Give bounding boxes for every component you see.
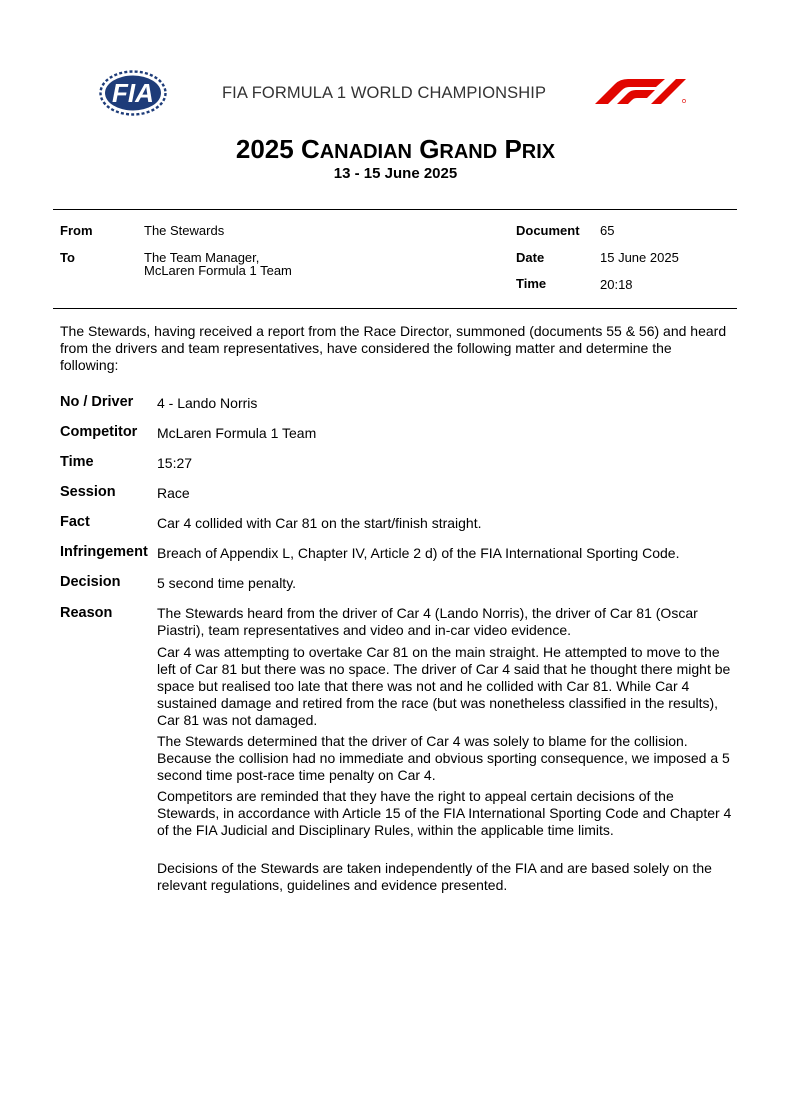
event-title: 2025 CANADIAN GRAND PRIX xyxy=(235,134,556,164)
event-dates: 13 - 15 June 2025 xyxy=(333,165,458,182)
f1-logo xyxy=(593,78,689,105)
reason-paragraph: Decisions of the Stewards are taken independently of the FIA and are based solely on the relevant regulations, guidelines and evidence presented. xyxy=(157,860,712,893)
fact-value: Car 4 collided with Car 81 on the start/finish straight. xyxy=(157,515,482,531)
fia-logo xyxy=(99,70,167,116)
infringement-label: Infringement xyxy=(60,544,148,560)
time-value: 20:18 xyxy=(600,277,633,292)
bottom-divider xyxy=(53,308,737,309)
competitor-label: Competitor xyxy=(60,424,138,440)
fact-label: Fact xyxy=(60,514,90,530)
date-value: 15 June 2025 xyxy=(600,250,679,265)
reason-paragraph: Car 4 was attempting to overtake Car 81 on the main straight. He attempted to move to the left of Car 81 but there was no space. The driver of Car 4 said that he thought there might be space but realised too late that there was not and he collided with Car 81. While Car 4 sustained damage and retired from the race (but was nonetheless classified in the results), Car 81 was not damaged. xyxy=(157,644,731,728)
reason-paragraph: The Stewards determined that the driver of Car 4 was solely to blame for the collision. Because the collision had no immediate and obvious sporting consequence, we imposed a 5 second time post-race time penalty on Car 4. xyxy=(157,733,730,783)
championship-title: FIA FORMULA 1 WORLD CHAMPIONSHIP xyxy=(222,84,547,102)
to-value-line1: The Team Manager, xyxy=(144,250,260,265)
to-value-line2: McLaren Formula 1 Team xyxy=(144,263,292,278)
time-label: Time xyxy=(516,276,547,291)
from-value: The Stewards xyxy=(144,223,225,238)
decision-value: 5 second time penalty. xyxy=(157,575,297,591)
date-label: Date xyxy=(516,250,545,265)
session-value: Race xyxy=(157,485,190,501)
reason-paragraph: The Stewards heard from the driver of Car 4 (Lando Norris), the driver of Car 81 (Oscar Piastri), team representatives and video and in-car video evidence. xyxy=(157,605,698,638)
to-label: To xyxy=(60,250,75,265)
document-label: Document xyxy=(516,223,580,238)
reason-label: Reason xyxy=(60,605,113,621)
infringement-value: Breach of Appendix L, Chapter IV, Article 2 d) of the FIA International Sporting Code. xyxy=(157,545,680,561)
driver-label: No / Driver xyxy=(60,394,134,410)
incident-time-label: Time xyxy=(60,454,94,470)
from-label: From xyxy=(60,223,93,238)
session-label: Session xyxy=(60,484,116,500)
decision-label: Decision xyxy=(60,574,121,590)
intro-paragraph: The Stewards, having received a report from the Race Director, summoned (documents 55 & 56) and heard from the drivers and team representatives, have considered the following matter and determine the following: xyxy=(60,323,727,373)
top-divider xyxy=(53,209,737,210)
competitor-value: McLaren Formula 1 Team xyxy=(157,425,317,441)
reason-paragraph: Competitors are reminded that they have the right to appeal certain decisions of the Stewards, in accordance with Article 15 of the FIA International Sporting Code and Chapter 4 of the FIA Judicial and Disciplinary Rules, within the applicable time limits. xyxy=(157,788,732,838)
document-value: 65 xyxy=(600,223,615,238)
incident-time-value: 15:27 xyxy=(157,455,193,471)
driver-value: 4 - Lando Norris xyxy=(157,395,258,411)
fia-logo-text: FIA xyxy=(112,78,154,108)
